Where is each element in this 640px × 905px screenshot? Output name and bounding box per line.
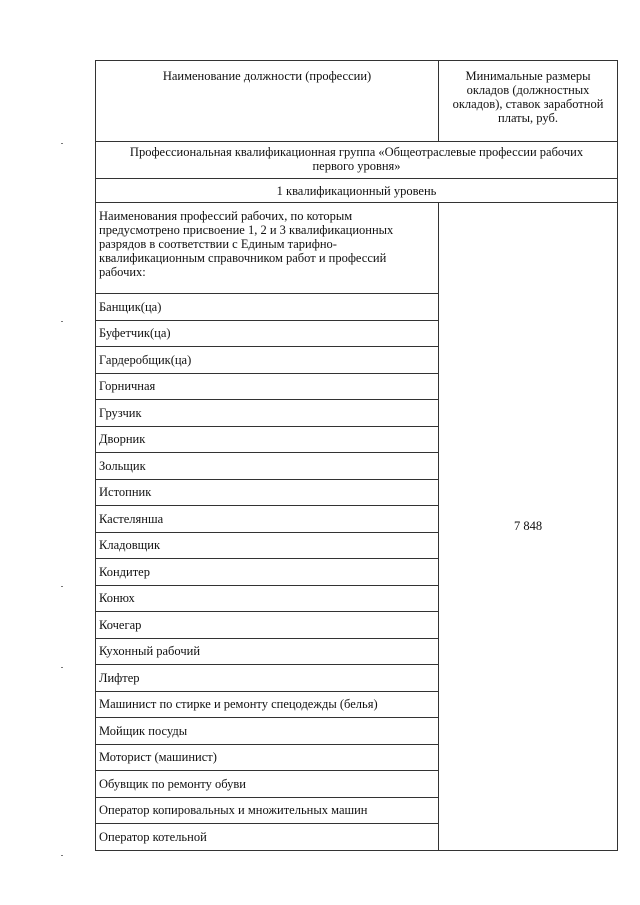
level-row: [96, 179, 618, 203]
profession-name: Грузчик: [96, 400, 439, 427]
intro-row: [96, 203, 618, 294]
profession-name: Зольщик: [96, 453, 439, 480]
profession-name: Моторист (машинист): [96, 744, 439, 771]
salary-table: [95, 60, 618, 851]
salary-value: 7 848: [439, 203, 618, 851]
profession-name: Конюх: [96, 585, 439, 612]
profession-name: Лифтер: [96, 665, 439, 692]
scan-speck: [61, 855, 63, 856]
header-row: [96, 61, 618, 142]
level-title: 1 квалификационный уровень: [96, 179, 618, 203]
group-title: Профессиональная квалификационная группа «Общеотраслевые профессии рабочих первого уровня»: [96, 142, 618, 179]
profession-name: Обувщик по ремонту обуви: [96, 771, 439, 798]
profession-name: Гардеробщик(ца): [96, 347, 439, 374]
scan-speck: [61, 667, 63, 668]
header-salary-column: Минимальные размеры окладов (должностных окладов), ставок заработной платы, руб.: [439, 61, 618, 142]
profession-name: Кастелянша: [96, 506, 439, 533]
profession-name: Банщик(ца): [96, 294, 439, 321]
profession-name: Истопник: [96, 479, 439, 506]
group-row: [96, 142, 618, 179]
scan-speck: [61, 586, 63, 587]
profession-name: Кочегар: [96, 612, 439, 639]
profession-name: Машинист по стирке и ремонту спецодежды (белья): [96, 691, 439, 718]
scan-speck: [61, 143, 63, 144]
profession-name: Кухонный рабочий: [96, 638, 439, 665]
profession-name: Кондитер: [96, 559, 439, 586]
header-name-column: Наименование должности (профессии): [96, 61, 439, 142]
profession-name: Оператор котельной: [96, 824, 439, 851]
profession-name: Дворник: [96, 426, 439, 453]
profession-name: Оператор копировальных и множительных машин: [96, 797, 439, 824]
profession-name: Мойщик посуды: [96, 718, 439, 745]
intro-text: Наименования профессий рабочих, по которым предусмотрено присвоение 1, 2 и 3 квалификационных разрядов в соответствии с Единым тарифно-квалификационным справочником работ и профессий рабочих:: [96, 203, 439, 294]
scan-speck: [61, 321, 63, 322]
profession-name: Горничная: [96, 373, 439, 400]
profession-name: Кладовщик: [96, 532, 439, 559]
profession-name: Буфетчик(ца): [96, 320, 439, 347]
